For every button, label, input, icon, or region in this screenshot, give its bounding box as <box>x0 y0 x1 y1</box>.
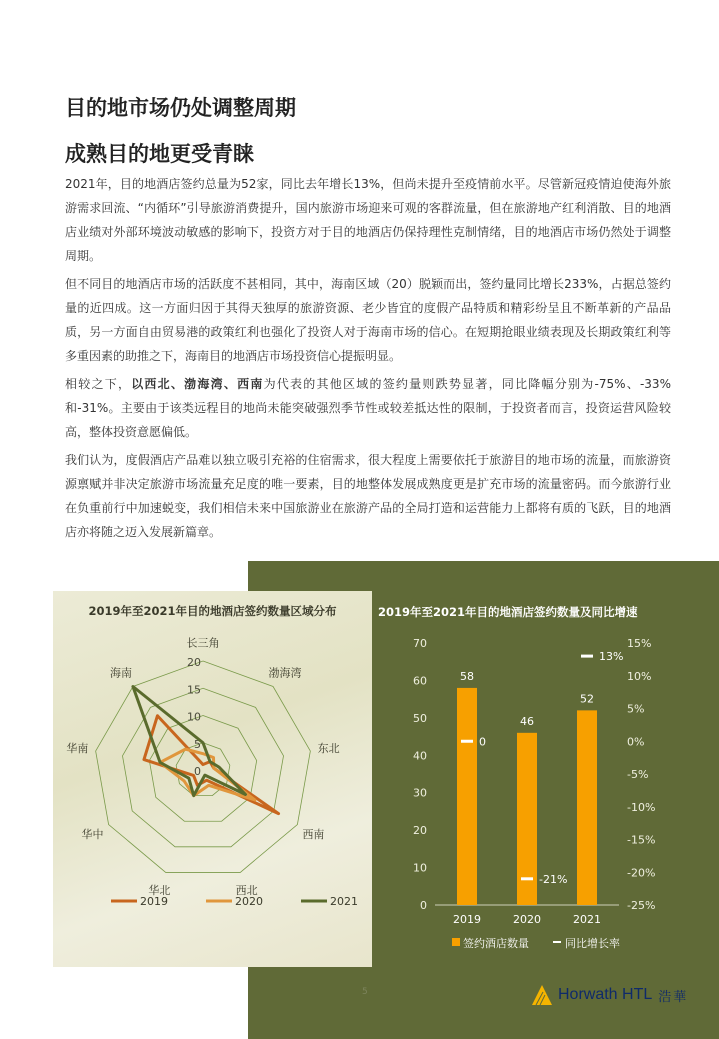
y2-tick-label: -20% <box>627 866 656 880</box>
bar-value-label: 58 <box>460 669 474 683</box>
y2-tick-label: -10% <box>627 800 656 814</box>
x-tick-label: 2020 <box>513 913 541 926</box>
radar-grid-ring <box>96 661 311 872</box>
y2-tick-label: -25% <box>627 899 656 912</box>
radar-chart-title: 2019年至2021年目的地酒店签约数量区域分布 <box>88 604 337 618</box>
section-subtitle: 成熟目的地更受青睐 <box>65 142 254 166</box>
paragraph-bold: 以西北、渤海湾、西南 <box>131 377 264 391</box>
bar-value-label: 52 <box>580 692 594 706</box>
paragraph-text: 相较之下， <box>65 377 132 391</box>
bar-chart <box>379 620 719 980</box>
x-tick-label: 2019 <box>453 913 481 926</box>
section-title: 目的地市场仍处调整周期 <box>65 96 296 120</box>
paragraph: 我们认为，度假酒店产品难以独立吸引充裕的住宿需求，很大程度上需要依托于旅游目的地市场的流量，而旅游资源禀赋并非决定旅游市场流量充足度的唯一要素，目的地整体发展成熟度更是扩充市场的流量密码。而今旅游行业在负重前行中加速蜕变，我们相信未来中国旅游业在旅游产品的全局打造和运营能力上都将有质的飞跃，目的地酒店亦将随之迈入发展新篇章。 <box>65 453 671 539</box>
y-tick-label: 40 <box>413 749 427 763</box>
y2-tick-label: 10% <box>627 669 652 683</box>
y-tick-label: 50 <box>413 711 427 725</box>
bar-value-label: 46 <box>520 714 534 728</box>
radar-axis-label: 西南 <box>302 827 325 841</box>
y2-tick-label: -5% <box>627 768 649 781</box>
growth-value-label: -21% <box>539 872 568 886</box>
radar-axis-label: 华北 <box>148 883 171 897</box>
x-tick-label: 2021 <box>573 913 601 926</box>
radar-axis-label: 东北 <box>317 741 340 755</box>
legend-label: 签约酒店数量 <box>463 937 529 950</box>
y2-tick-label: 5% <box>627 702 645 716</box>
radar-axis-label: 渤海湾 <box>268 666 302 680</box>
radar-axis-label: 华南 <box>66 741 89 755</box>
horwath-logo <box>530 984 688 1006</box>
y2-tick-label: 0% <box>627 735 645 749</box>
y-tick-label: 70 <box>413 637 427 650</box>
y-tick-label: 0 <box>420 899 427 912</box>
radar-axis-label: 华中 <box>81 827 104 841</box>
y-tick-label: 60 <box>413 674 427 688</box>
growth-value-label: 0 <box>479 735 486 749</box>
legend-label: 2020 <box>235 895 263 908</box>
page-number: 5 <box>362 987 368 997</box>
legend-label: 同比增长率 <box>565 937 620 950</box>
bar-chart-title: 2019年至2021年目的地酒店签约数量及同比增速 <box>378 605 638 619</box>
legend-swatch-bar <box>452 938 460 946</box>
y2-tick-label: -15% <box>627 833 656 847</box>
radar-tick-label: 10 <box>187 710 201 724</box>
radar-tick-label: 20 <box>187 656 201 669</box>
logo-cn: 浩華 <box>658 989 689 1005</box>
paragraph-text: 为代表的其他区域的签约量则跌势显著，同比降幅分别为-75%、-33%和-31%。主要由于该类远程目的地尚未能突破强烈季节性或较差抵达性的限制，于投资者而言，投资运营风险较高，整体投资意愿偏低。 <box>65 377 671 439</box>
radar-tick-label: 0 <box>194 765 201 778</box>
y-tick-label: 20 <box>413 824 427 838</box>
logo-text: Horwath HTL <box>558 986 653 1003</box>
radar-axis-label: 长三角 <box>186 636 220 650</box>
radar-tick-label: 5 <box>194 737 201 751</box>
y-tick-label: 10 <box>413 861 427 875</box>
legend-label: 2019 <box>140 895 168 908</box>
body-text <box>65 172 671 548</box>
bar-2019 <box>457 688 477 905</box>
radar-grid-ring <box>122 688 283 847</box>
radar-axis-label: 海南 <box>110 666 133 680</box>
bar-2021 <box>577 710 597 905</box>
paragraph: 但不同目的地酒店市场的活跃度不甚相同，其中，海南区域（20）脱颖而出，签约量同比增长233%，占据总签约量的近四成。这一方面归因于其得天独厚的旅游资源、老少皆宜的度假产品特质和精彩纷呈且不断革新的产品品质，另一方面自由贸易港的政策红利也强化了投资人对于海南市场的信心。在短期抢眼业绩表现及长期政策红利等多重因素的助推之下，海南目的地酒店市场投资信心提振明显。 <box>65 277 671 363</box>
radar-axis-label: 西北 <box>235 883 258 897</box>
growth-value-label: 13% <box>599 650 624 664</box>
legend-label: 2021 <box>330 895 358 908</box>
paragraph <box>65 372 671 444</box>
mountain-logo-icon <box>530 984 554 1006</box>
radar-tick-label: 15 <box>187 683 201 697</box>
y2-tick-label: 15% <box>627 637 652 650</box>
y-tick-label: 30 <box>413 786 427 800</box>
radar-svg <box>53 591 372 967</box>
radar-chart <box>53 591 372 967</box>
paragraph: 2021年，目的地酒店签约总量为52家，同比去年增长13%，但尚未提升至疫情前水平。尽管新冠疫情迫使海外旅游需求回流、“内循环”引导旅游消费提升，国内旅游市场迎来可观的客群流量，但在旅游地产红利消散、目的地酒店业绩对外部环境波动敏感的影响下，投资方对于目的地酒店仍保持理性克制情绪，目的地酒店市场仍然处于调整周期。 <box>65 177 671 263</box>
